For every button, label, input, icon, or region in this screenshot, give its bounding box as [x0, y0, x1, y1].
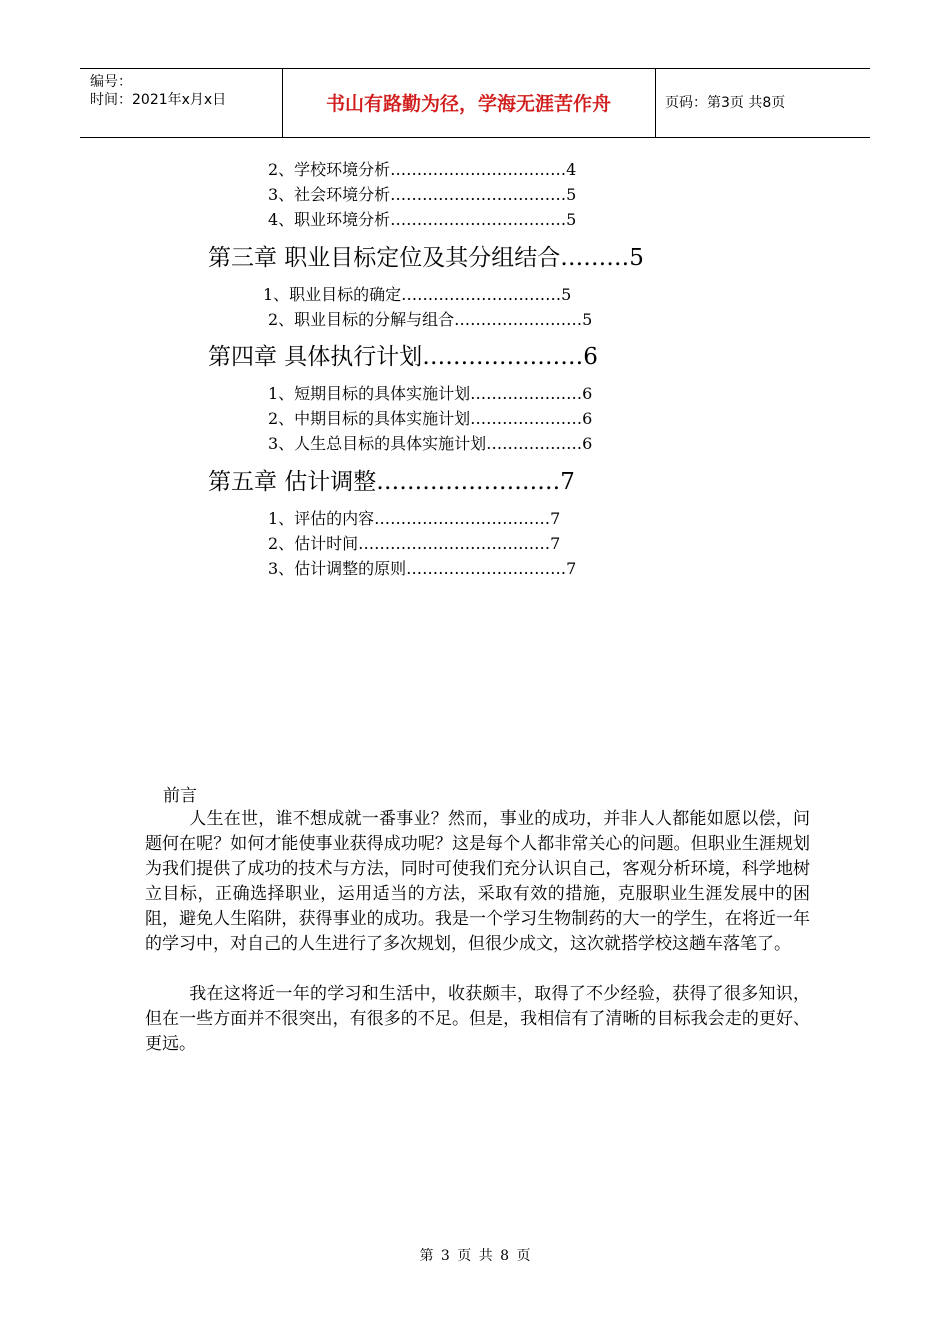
- toc-item[interactable]: 4、职业环境分析……………………………5: [268, 210, 577, 229]
- toc-chapter-3[interactable]: 第三章 职业目标定位及其分组结合………5: [208, 245, 644, 271]
- toc-item[interactable]: 3、社会环境分析……………………………5: [268, 185, 577, 204]
- header-meta: [80, 69, 283, 137]
- toc-item[interactable]: 2、估计时间………………………………7: [268, 534, 561, 553]
- header-page-label: 页码：第3页 共8页: [665, 95, 786, 111]
- toc-item[interactable]: 2、职业目标的分解与组合……………………5: [268, 310, 593, 329]
- page-header: [80, 68, 870, 138]
- preface-paragraph-1: 人生在世，谁不想成就一番事业？然而，事业的成功，并非人人都能如愿以偿，问题何在呢？如何才能使事业获得成功呢？这是每个人都非常关心的问题。但职业生涯规划为我们提供了成功的技术与方法，同时可使我们充分认识自己，客观分析环境，科学地树立目标，正确选择职业，运用适当的方法，采取有效的措施，克服职业生涯发展中的困阻，避免人生陷阱，获得事业的成功。我是一个学习生物制药的大一的学生，在将近一年的学习中，对自己的人生进行了多次规划，但很少成文，这次就搭学校这趟车落笔了。: [145, 809, 810, 954]
- header-motto: 书山有路勤为径，学海无涯苦作舟: [325, 93, 611, 115]
- header-page-cell: [655, 69, 870, 137]
- toc-item[interactable]: 1、评估的内容……………………………7: [268, 509, 561, 528]
- document-time-label: 时间：2021年x月x日: [90, 92, 227, 108]
- toc-chapter-5[interactable]: 第五章 估计调整……………………7: [208, 469, 575, 495]
- page-footer: 第 3 页 共 8 页: [419, 1248, 531, 1264]
- toc-item[interactable]: 3、估计调整的原则…………………………7: [268, 559, 577, 578]
- preface-title: 前言: [163, 786, 197, 806]
- preface-paragraph-2: 我在这将近一年的学习和生活中，收获颇丰，取得了不少经验，获得了很多知识，但在一些方面并不很突出，有很多的不足。但是，我相信有了清晰的目标我会走的更好、更远。: [145, 984, 810, 1054]
- toc-item[interactable]: 1、短期目标的具体实施计划…………………6: [268, 384, 593, 403]
- header-motto-cell: [282, 69, 656, 137]
- toc-item[interactable]: 2、学校环境分析……………………………4: [268, 160, 577, 179]
- document-number-label: 编号：: [90, 74, 132, 90]
- toc-item[interactable]: 3、人生总目标的具体实施计划………………6: [268, 434, 593, 453]
- toc-chapter-4[interactable]: 第四章 具体执行计划…………………6: [208, 344, 598, 370]
- toc-item[interactable]: 2、中期目标的具体实施计划…………………6: [268, 409, 593, 428]
- toc-item[interactable]: 1、职业目标的确定…………………………5: [263, 285, 572, 304]
